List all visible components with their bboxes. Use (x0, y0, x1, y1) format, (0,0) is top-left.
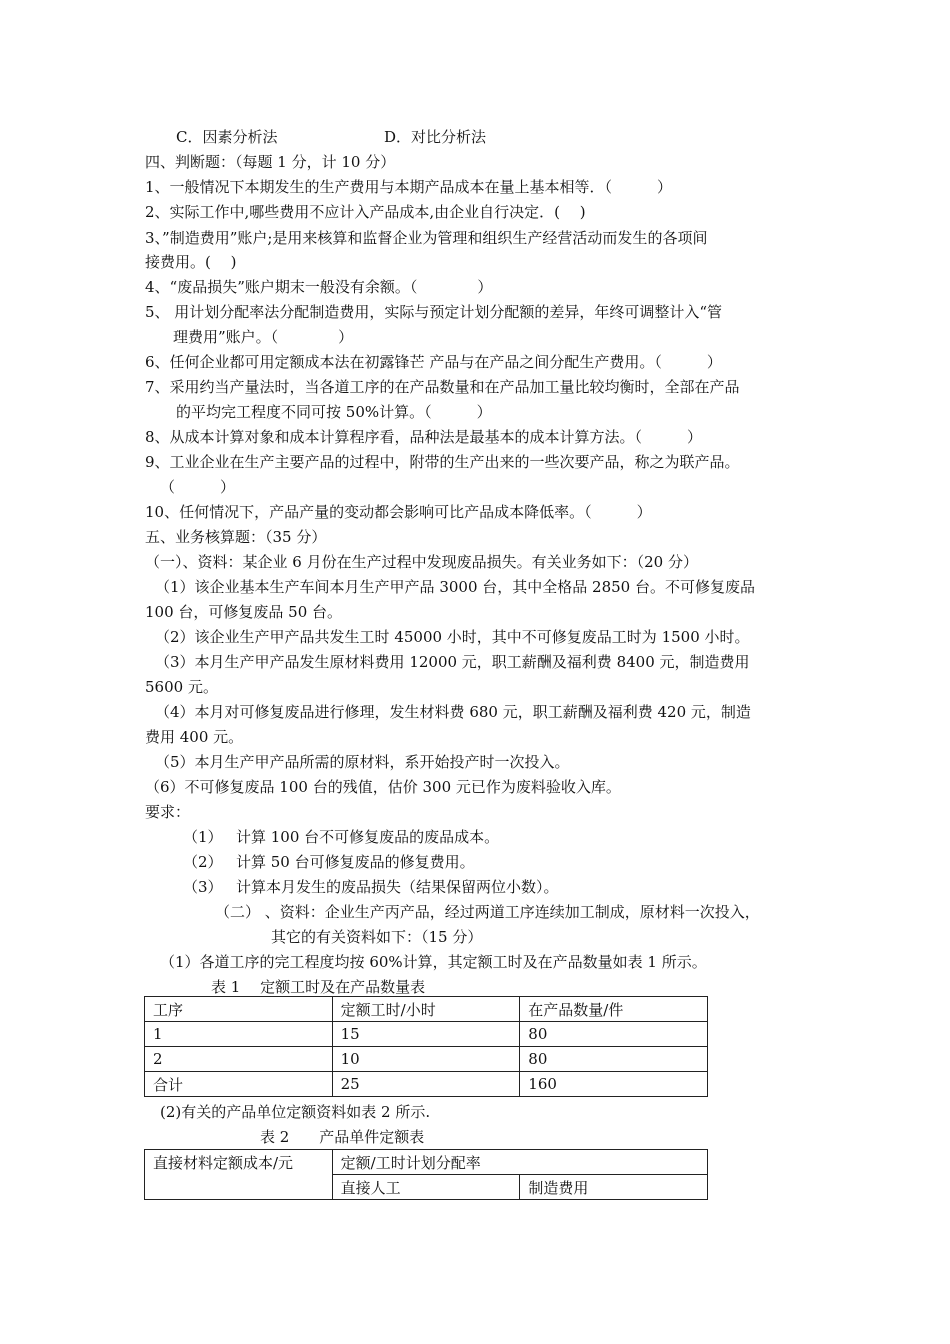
table1-cell: 合计 (145, 1072, 333, 1097)
judge-q10: 10、任何情况下，产品产量的变动都会影响可比产品成本降低率。（ ） (145, 503, 652, 521)
table1-caption: 表 1 定额工时及在产品数量表 (211, 978, 426, 996)
table2-header-overhead: 制造费用 (520, 1175, 708, 1200)
problem-2-item1: （1）各道工序的完工程度均按 60%计算，其定额工时及在产品数量如表 1 所示。 (160, 953, 707, 971)
table-row (145, 1072, 708, 1097)
table1-cell: 15 (332, 1022, 520, 1047)
problem-1-item1-line2: 100 台，可修复废品 50 台。 (145, 603, 343, 621)
problem-2-item2: (2)有关的产品单位定额资料如表 2 所示. (160, 1103, 431, 1121)
requirement-2: 计算 50 台可修复废品的修复费用。 (236, 853, 475, 871)
judge-q1: 1、一般情况下本期发生的生产费用与本期产品成本在量上基本相等．（ ） (145, 178, 673, 196)
table-row (145, 1047, 708, 1072)
problem-1-item5: （5）本月生产甲产品所需的原材料，系开始投产时一次投入。 (155, 753, 570, 771)
table1-header-row (145, 997, 708, 1022)
section-5-title: 五、业务核算题：（35 分） (145, 528, 327, 546)
judge-q3-line1: 3、”制造费用”账户;是用来核算和监督企业为管理和组织生产经营活动而发生的各项间 (145, 229, 708, 247)
table2-unit-quota (144, 1149, 708, 1200)
table1-work-hours (144, 996, 708, 1097)
table1-header-hours: 定额工时/小时 (332, 997, 520, 1022)
table1-cell: 80 (520, 1047, 708, 1072)
judge-q9-line2: （ ） (160, 478, 236, 496)
requirements-title: 要求： (145, 803, 191, 821)
problem-1-item1-line1: （1）该企业基本生产车间本月生产甲产品 3000 台，其中全格品 2850 台。不可修复废品 (155, 578, 755, 596)
problem-1-item4-line1: （4）本月对可修复废品进行修理，发生材料费 680 元，职工薪酬及福利费 420 元，制造 (155, 703, 751, 721)
requirement-1: 计算 100 台不可修复废品的废品成本。 (236, 828, 500, 846)
problem-1-item4-line2: 费用 400 元。 (145, 728, 244, 746)
option-d: D．对比分析法 (384, 128, 487, 146)
judge-q8: 8、从成本计算对象和成本计算程序看，品种法是最基本的成本计算方法。（ ） (145, 428, 703, 446)
judge-q3-line2: 接费用。( ) (145, 253, 237, 271)
table1-cell: 25 (332, 1072, 520, 1097)
judge-q2: 2、实际工作中,哪些费用不应计入产品成本,由企业自行决定．( ) (145, 203, 586, 221)
problem-1-item2: （2）该企业生产甲产品共发生工时 45000 小时，其中不可修复废品工时为 1500 小时。 (155, 628, 750, 646)
table1-header-process: 工序 (145, 997, 333, 1022)
table1-cell: 10 (332, 1047, 520, 1072)
problem-1-item6: （6）不可修复废品 100 台的残值，估价 300 元已作为废料验收入库。 (145, 778, 621, 796)
table2-header-row (145, 1150, 708, 1175)
judge-q5-line2: 理费用”账户。（ ） (173, 328, 354, 346)
problem-2-heading-line1: （二） 、资料：企业生产丙产品，经过两道工序连续加工制成，原材料一次投入， (215, 903, 760, 921)
table1-cell: 1 (145, 1022, 333, 1047)
problem-1-heading: （一）、资料：某企业 6 月份在生产过程中发现废品损失。有关业务如下：（20 分） (145, 553, 698, 571)
problem-1-item3-line1: （3）本月生产甲产品发生原材料费用 12000 元，职工薪酬及福利费 8400 元，制造费用 (155, 653, 750, 671)
judge-q5-line1: 5、 用计划分配率法分配制造费用，实际与预定计划分配额的差异，年终可调整计入“管 (145, 303, 722, 321)
table-row (145, 1022, 708, 1047)
table2-caption: 表 2 产品单件定额表 (260, 1128, 425, 1146)
judge-q4: 4、“废品损失”账户期末一般没有余额。（ ） (145, 278, 493, 296)
option-c: C．因素分析法 (176, 128, 278, 146)
requirement-2-number: （2） (183, 853, 223, 871)
judge-q7-line2: 的平均完工程度不同可按 50%计算。（ ） (176, 403, 492, 421)
table1-cell: 80 (520, 1022, 708, 1047)
table2-header-rate: 定额/工时计划分配率 (332, 1150, 707, 1175)
problem-1-item3-line2: 5600 元。 (145, 678, 218, 696)
requirement-3-number: （3） (183, 878, 223, 896)
judge-q6: 6、任何企业都可用定额成本法在初露锋芒 产品与在产品之间分配生产费用。（ ） (145, 353, 722, 371)
table1-cell: 160 (520, 1072, 708, 1097)
table1-header-wip: 在产品数量/件 (520, 997, 708, 1022)
requirement-3: 计算本月发生的废品损失（结果保留两位小数）。 (236, 878, 559, 896)
table2-header-material: 直接材料定额成本/元 (145, 1150, 333, 1200)
requirement-1-number: （1） (183, 828, 223, 846)
judge-q7-line1: 7、采用约当产量法时，当各道工序的在产品数量和在产品加工量比较均衡时，全部在产品 (145, 378, 740, 396)
section-4-title: 四、判断题：（每题 1 分，计 10 分） (145, 153, 396, 171)
problem-2-heading-line2: 其它的有关资料如下：（15 分） (271, 928, 483, 946)
judge-q9-line1: 9、工业企业在生产主要产品的过程中，附带的生产出来的一些次要产品，称之为联产品。 (145, 453, 740, 471)
table2-header-labor: 直接人工 (332, 1175, 520, 1200)
table1-cell: 2 (145, 1047, 333, 1072)
